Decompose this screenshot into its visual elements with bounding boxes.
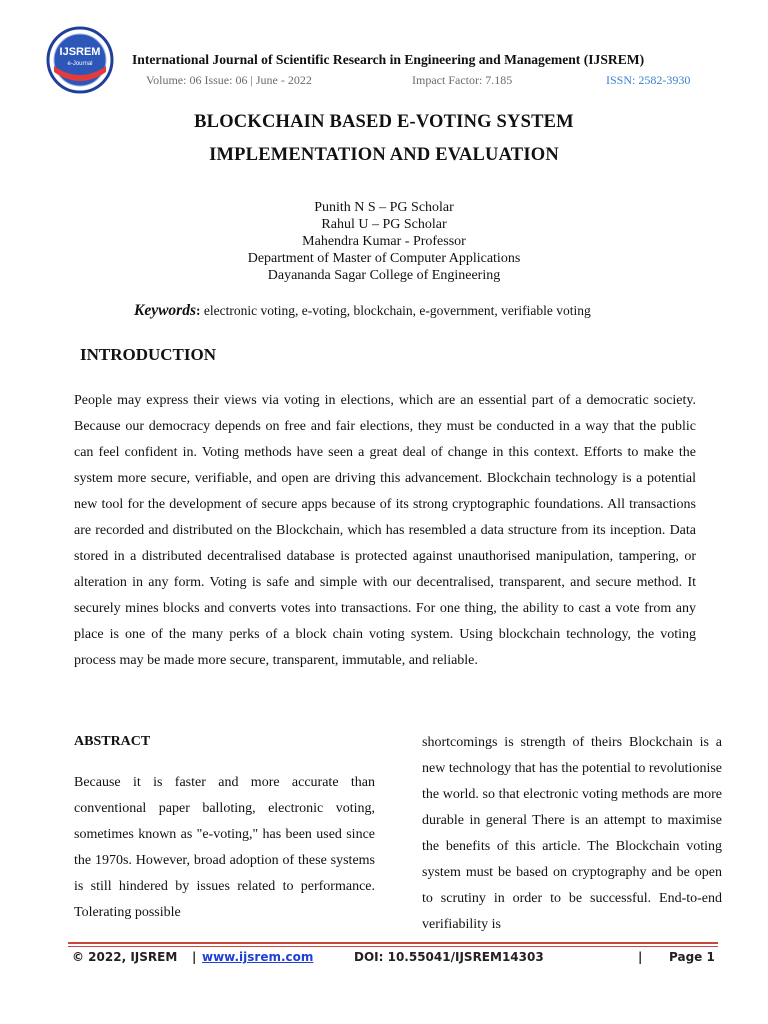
footer-copyright: © 2022, IJSREM [72, 950, 178, 964]
paper-title-line1: BLOCKCHAIN BASED E-VOTING SYSTEM [194, 112, 574, 132]
footer-doi: DOI: 10.55041/IJSREM14303 [354, 950, 544, 964]
volume-issue: Volume: 06 Issue: 06 | June - 2022 [146, 73, 312, 87]
logo-text: IJSREM [59, 46, 101, 58]
footer-separator-2: | [638, 950, 643, 964]
journal-name: International Journal of Scientific Research in Engineering and Management (IJSREM) [132, 52, 645, 67]
introduction-text: People may express their views via voting in elections, which are an essential part of a democratic society. Because our democracy depends on free and fair elections, they must be conducted in a way that the public can feel confident in. Voting methods have seen a great deal of change in this context. Efforts to make the system more secure, verifiable, and open are driving this advancement. Blockchain technology is a potential new tool for the development of secure apps because of its strong cryptographic foundations. All transactions are recorded and distributed on the Blockchain, which has resembled a data structure from its inception. Data stored in a distributed decentralised database is protected against unauthorised manipulation, tampering, or alteration in any form. Voting is safe and simple with our decentralised, transparent, and secure method. It securely mines blocks and converts votes into transactions. For one thing, the ability to cast a vote from any place is one of the many perks of a block chain voting system. Using blockchain technology, the voting process may be made more secure, transparent, immutable, and reliable. [74, 393, 696, 668]
footer-divider-thin [68, 946, 718, 947]
college: Dayananda Sagar College of Engineering [267, 268, 501, 283]
author-2: Rahul U – PG Scholar [321, 217, 447, 232]
journal-logo [46, 26, 114, 94]
abstract-heading: ABSTRACT [74, 734, 151, 749]
paper-title-line2: IMPLEMENTATION AND EVALUATION [209, 145, 559, 165]
issn: ISSN: 2582-3930 [606, 73, 691, 87]
abstract-text-left: Because it is faster and more accurate than conventional paper balloting, electronic voting, sometimes known as "e-voting," has been used since the 1970s. However, broad adoption of these systems is still hindered by issues related to performance. Tolerating possible [74, 775, 375, 920]
footer-page-number: Page 1 [669, 950, 715, 964]
keywords [134, 302, 591, 320]
footer-divider [68, 942, 718, 944]
footer-website-link[interactable] [202, 950, 313, 964]
author-1: Punith N S – PG Scholar [314, 200, 454, 215]
author-3: Mahendra Kumar - Professor [302, 234, 466, 249]
impact-factor: Impact Factor: 7.185 [412, 73, 513, 87]
website-link-text[interactable]: www.ijsrem.com [202, 950, 314, 964]
keywords-colon: : [196, 303, 201, 318]
abstract-text-right: shortcomings is strength of theirs Blockchain is a new technology that has the potential to revolutionise the world. so that electronic voting methods are more durable in general There is an attempt to maximise the benefits of this article. The Blockchain voting system must be based on cryptography and be open to scrutiny in order to be successful. End-to-end verifiability is [422, 735, 722, 932]
logo-subtext: e-Journal [67, 61, 93, 67]
keywords-label: Keywords [134, 302, 196, 319]
introduction-heading: INTRODUCTION [80, 345, 217, 364]
keywords-list: electronic voting, e-voting, blockchain, e-government, verifiable voting [200, 303, 591, 318]
footer-separator: | [192, 950, 197, 964]
department: Department of Master of Computer Applications [247, 251, 521, 266]
